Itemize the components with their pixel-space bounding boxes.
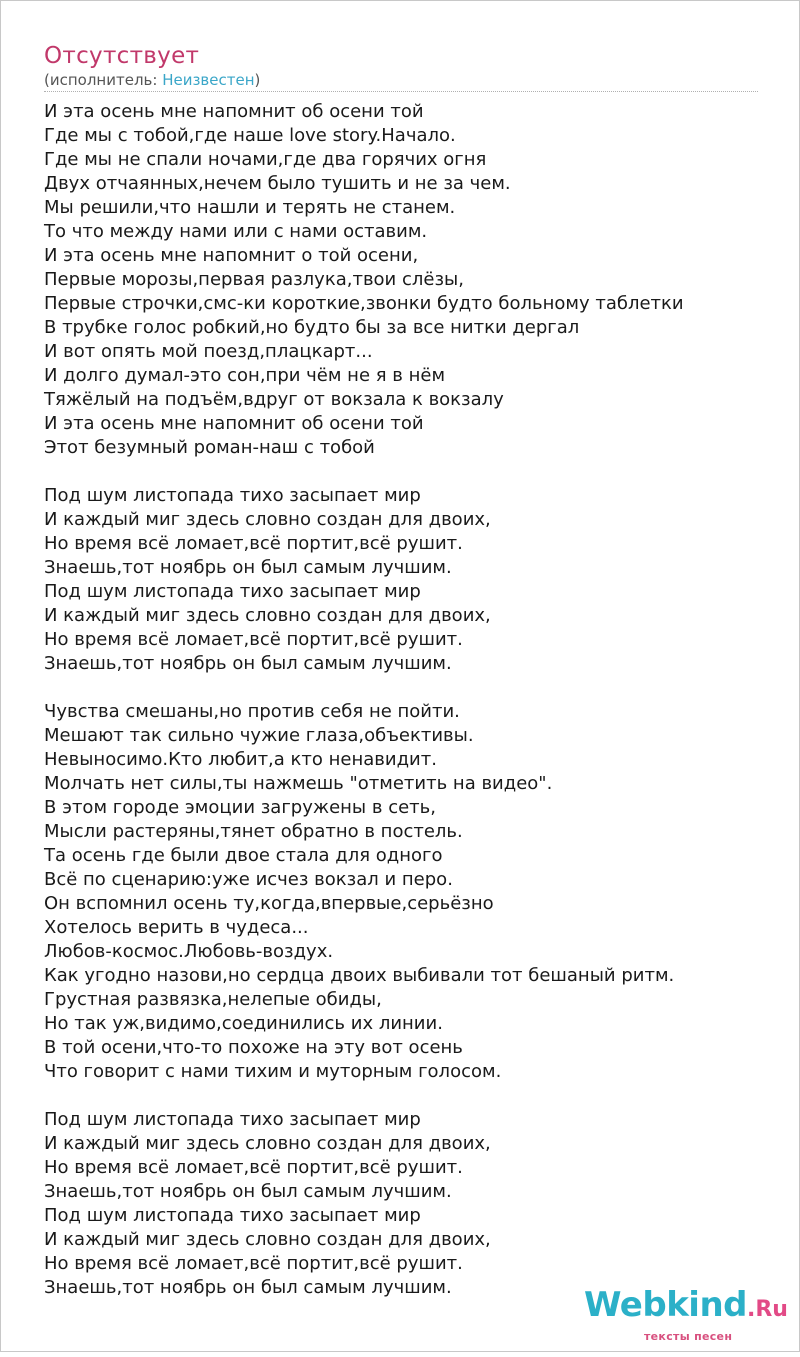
lyric-line: Знаешь,тот ноябрь он был самым лучшим. xyxy=(44,1181,452,1202)
artist-suffix: ) xyxy=(254,71,261,89)
stanza-4 xyxy=(44,1108,774,1300)
logo-domain-text: .Ru xyxy=(747,1297,788,1322)
logo-main-text: Webkind xyxy=(584,1285,747,1325)
lyric-line: Знаешь,тот ноябрь он был самым лучшим. xyxy=(44,557,452,578)
lyrics-text xyxy=(44,100,774,1324)
lyric-line: Под шум листопада тихо засыпает мир xyxy=(44,1205,421,1226)
lyric-line: И каждый миг здесь словно создан для двоих, xyxy=(44,1229,491,1250)
stanza-3 xyxy=(44,700,774,1084)
lyric-line: Как угодно назови,но сердца двоих выбивали тот бешаный ритм. xyxy=(44,965,675,986)
lyric-line: Первые строчки,смс-ки короткие,звонки будто больному таблетки xyxy=(44,293,684,314)
artist-line xyxy=(44,71,260,89)
lyric-line: И эта осень мне напомнит о той осени, xyxy=(44,245,419,266)
lyric-line: Он вспомнил осень ту,когда,впервые,серьёзно xyxy=(44,893,494,914)
lyric-line: Но время всё ломает,всё портит,всё рушит. xyxy=(44,629,463,650)
lyric-line: И эта осень мне напомнит об осени той xyxy=(44,101,424,122)
lyric-line: Под шум листопада тихо засыпает мир xyxy=(44,485,421,506)
lyric-line: И эта осень мне напомнит об осени той xyxy=(44,413,424,434)
lyric-line: Всё по сценарию:уже исчез вокзал и перо. xyxy=(44,869,453,890)
artist-link[interactable]: Неизвестен xyxy=(162,71,255,89)
logo-tagline: тексты песен xyxy=(644,1330,733,1343)
lyric-line: И вот опять мой поезд,плацкарт... xyxy=(44,341,373,362)
lyric-line: Знаешь,тот ноябрь он был самым лучшим. xyxy=(44,653,452,674)
lyric-line: Что говорит с нами тихим и муторным голосом. xyxy=(44,1061,502,1082)
lyric-line: Но время всё ломает,всё портит,всё рушит. xyxy=(44,1157,463,1178)
lyric-line: Любов-космос.Любовь-воздух. xyxy=(44,941,334,962)
webkind-logo[interactable] xyxy=(584,1285,788,1343)
lyric-line: Хотелось верить в чудеса... xyxy=(44,917,309,938)
lyric-line: Двух отчаянных,нечем было тушить и не за чем. xyxy=(44,173,511,194)
lyric-line: То что между нами или с нами оставим. xyxy=(44,221,428,242)
lyric-line: Тяжёлый на подъём,вдруг от вокзала к вокзалу xyxy=(44,389,504,410)
lyric-line: В трубке голос робкий,но будто бы за все нитки дергал xyxy=(44,317,580,338)
lyric-line: Мысли растеряны,тянет обратно в постель. xyxy=(44,821,463,842)
lyric-line: Знаешь,тот ноябрь он был самым лучшим. xyxy=(44,1277,452,1298)
lyric-line: Но время всё ломает,всё портит,всё рушит. xyxy=(44,533,463,554)
lyric-line: Под шум листопада тихо засыпает мир xyxy=(44,581,421,602)
lyric-line: Но время всё ломает,всё портит,всё рушит. xyxy=(44,1253,463,1274)
lyric-line: Где мы не спали ночами,где два горячих огня xyxy=(44,149,487,170)
lyric-line: Но так уж,видимо,соединились их линии. xyxy=(44,1013,443,1034)
song-title: Отсутствует xyxy=(44,43,200,69)
lyric-line: В этом городе эмоции загружены в сеть, xyxy=(44,797,436,818)
title-divider xyxy=(44,91,758,92)
lyric-line: Мы решили,что нашли и терять не станем. xyxy=(44,197,456,218)
lyric-line: И долго думал-это сон,при чём не я в нём xyxy=(44,365,446,386)
lyric-line: Под шум листопада тихо засыпает мир xyxy=(44,1109,421,1130)
artist-prefix: (исполнитель: xyxy=(44,71,163,89)
lyric-line: Та осень где были двое стала для одного xyxy=(44,845,443,866)
lyric-line: В той осени,что-то похоже на эту вот осень xyxy=(44,1037,463,1058)
lyric-line: И каждый миг здесь словно создан для двоих, xyxy=(44,605,491,626)
lyric-line: И каждый миг здесь словно создан для двоих, xyxy=(44,1133,491,1154)
stanza-1 xyxy=(44,100,774,460)
lyric-line: И каждый миг здесь словно создан для двоих, xyxy=(44,509,491,530)
lyric-line: Этот безумный роман-наш с тобой xyxy=(44,437,375,458)
lyric-line: Где мы с тобой,где наше love story.Начало. xyxy=(44,125,456,146)
lyric-line: Молчать нет силы,ты нажмешь "отметить на видео". xyxy=(44,773,553,794)
lyric-line: Мешают так сильно чужие глаза,объективы. xyxy=(44,725,474,746)
lyric-line: Грустная развязка,нелепые обиды, xyxy=(44,989,382,1010)
lyric-line: Первые морозы,первая разлука,твои слёзы, xyxy=(44,269,464,290)
lyric-line: Чувства смешаны,но против себя не пойти. xyxy=(44,701,460,722)
stanza-2 xyxy=(44,484,774,676)
lyric-line: Невыносимо.Кто любит,а кто ненавидит. xyxy=(44,749,437,770)
